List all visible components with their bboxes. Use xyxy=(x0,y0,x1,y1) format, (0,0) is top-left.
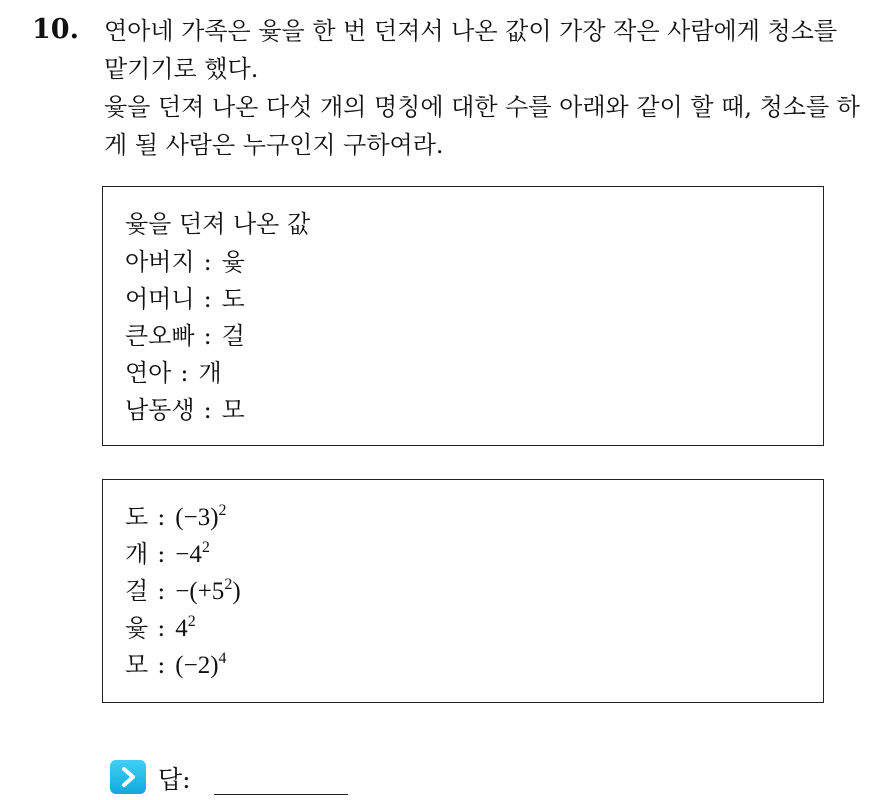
yut-name: 도 xyxy=(125,503,149,531)
throw-row xyxy=(125,242,245,277)
value-expression: $4^2$ xyxy=(175,613,196,642)
throw-value: 도 xyxy=(221,285,245,313)
value-expression: $(-2)^4$ xyxy=(175,650,227,679)
person-name: 큰오빠 xyxy=(125,322,195,350)
throw-value: 윷 xyxy=(221,248,245,276)
separator: : xyxy=(157,577,166,605)
throw-results-box xyxy=(102,186,824,446)
separator: : xyxy=(203,285,212,313)
value-definitions-box xyxy=(102,479,824,703)
yut-name: 윷 xyxy=(125,614,149,642)
person-name: 아버지 xyxy=(125,248,195,276)
yut-name: 개 xyxy=(125,540,149,568)
separator: : xyxy=(203,322,212,350)
yut-name: 모 xyxy=(125,651,149,679)
question-paragraph-2: 윷을 던져 나온 다섯 개의 명칭에 대한 수를 아래와 같이 할 때, 청소를 하게 될 사람은 누구인지 구하여라. xyxy=(104,93,860,159)
person-name: 남동생 xyxy=(125,396,195,424)
throw-results-title: 윷을 던져 나온 값 xyxy=(125,210,311,238)
value-expression: $-4^2$ xyxy=(175,539,210,568)
chevron-right-icon xyxy=(110,760,146,794)
separator: : xyxy=(157,540,166,568)
value-row xyxy=(125,497,227,532)
value-row xyxy=(125,645,227,680)
throw-value: 모 xyxy=(221,396,245,424)
yut-name: 걸 xyxy=(125,577,149,605)
value-row xyxy=(125,608,196,643)
answer-area xyxy=(110,758,370,798)
value-row xyxy=(125,534,210,569)
throw-row xyxy=(125,279,245,314)
person-name: 연아 xyxy=(125,359,172,387)
value-expression: $(-3)^2$ xyxy=(175,502,227,531)
separator: : xyxy=(157,503,166,531)
question-number: 10. xyxy=(32,14,79,45)
answer-blank[interactable] xyxy=(214,794,348,795)
throw-value: 개 xyxy=(198,359,222,387)
throw-row xyxy=(125,316,245,351)
throw-value: 걸 xyxy=(221,322,245,350)
question-paragraph-1: 연아네 가족은 윷을 한 번 던져서 나온 값이 가장 작은 사람에게 청소를 맡기기로 했다. xyxy=(104,17,838,83)
value-row xyxy=(125,571,241,606)
throw-row xyxy=(125,353,222,388)
separator: : xyxy=(180,359,189,387)
person-name: 어머니 xyxy=(125,285,195,313)
throw-row xyxy=(125,390,245,425)
separator: : xyxy=(203,248,212,276)
answer-label: 답: xyxy=(158,765,191,794)
value-expression: $-(+5^2)$ xyxy=(175,576,241,605)
separator: : xyxy=(157,651,166,679)
separator: : xyxy=(203,396,212,424)
question-text xyxy=(104,12,864,164)
separator: : xyxy=(157,614,166,642)
